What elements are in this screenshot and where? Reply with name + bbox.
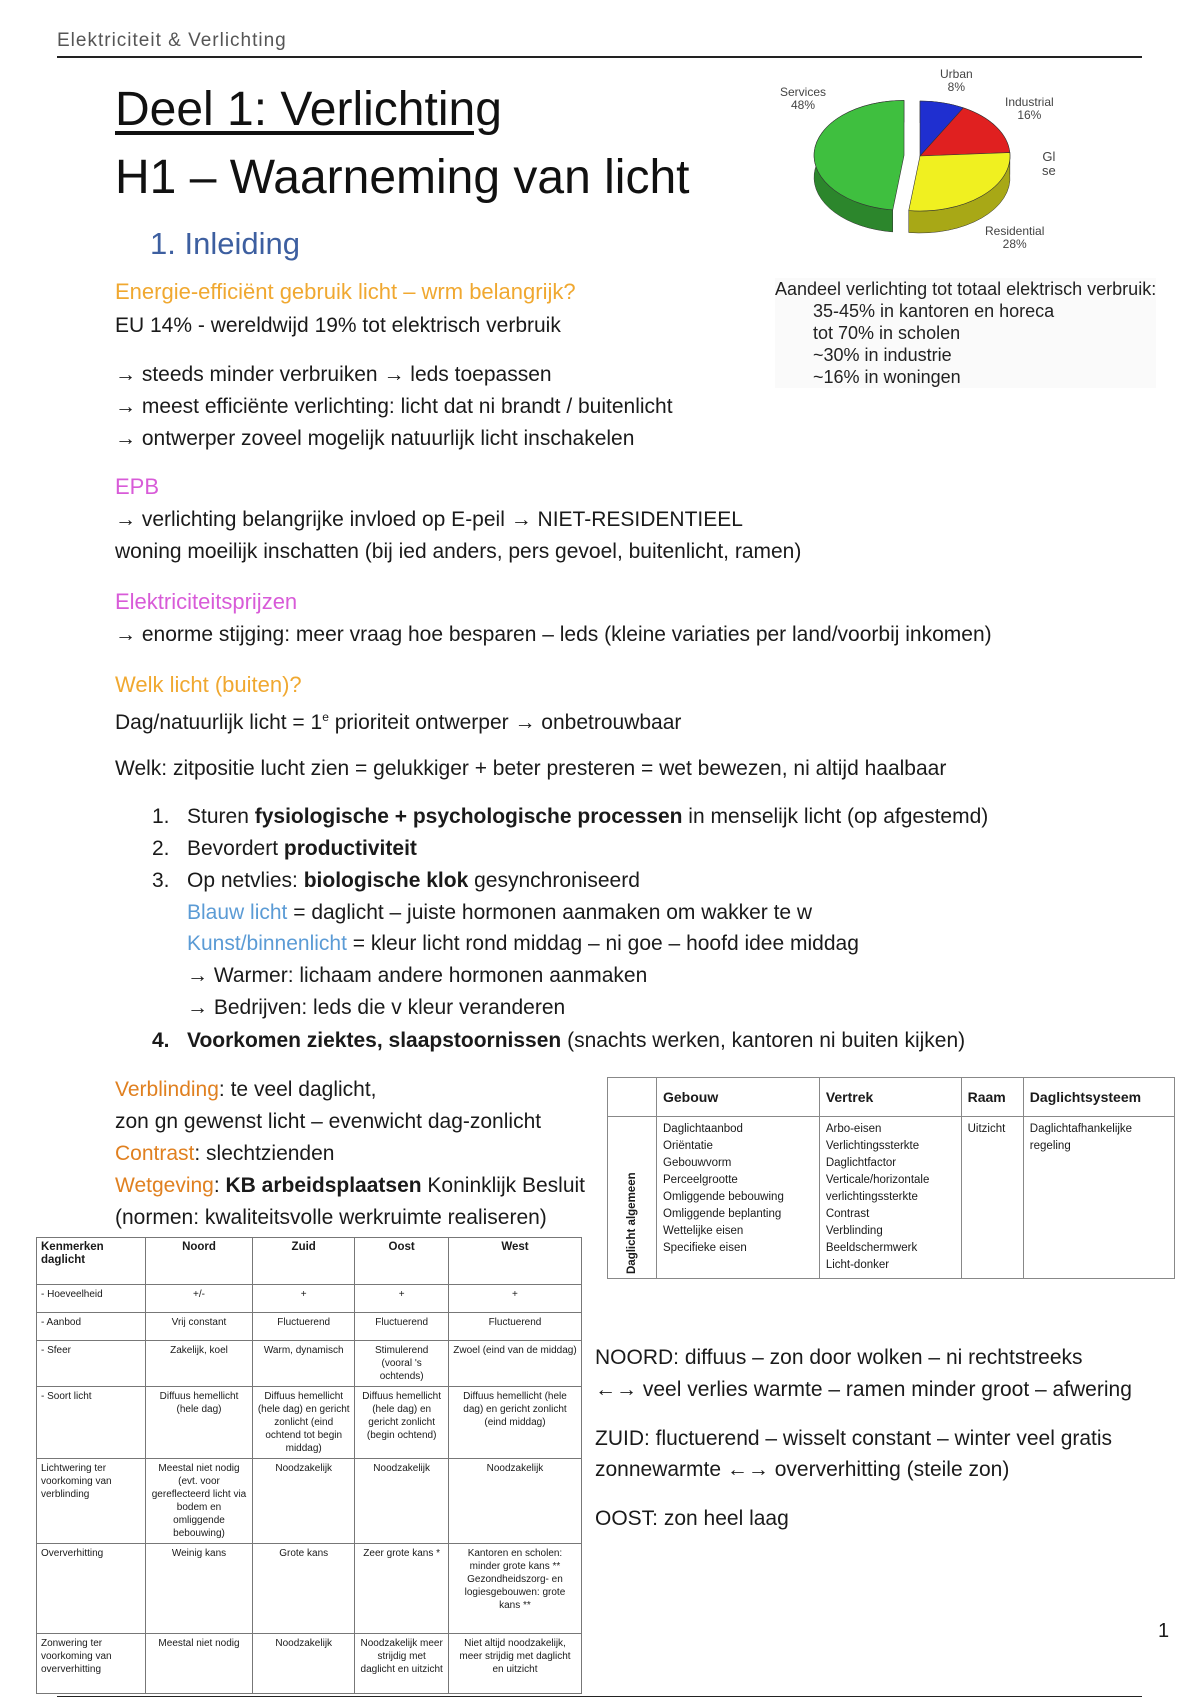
table-cell-line: Contrast — [825, 1208, 870, 1220]
section-heading: 1. Inleiding — [150, 226, 300, 261]
table-header: Oost — [355, 1238, 449, 1285]
table-cell: Weinig kans — [146, 1544, 253, 1634]
glare-line: zon gn gewenst licht – evenwicht dag-zonlicht — [115, 1110, 542, 1133]
row-label: Daglicht algemeen — [608, 1117, 657, 1279]
table-cell: - Aanbod — [37, 1313, 146, 1341]
table-cell: Fluctuerend — [355, 1313, 449, 1341]
header-divider — [57, 56, 1142, 58]
table-cell — [819, 1117, 961, 1279]
table-cell-line: Arbo-eisen — [825, 1123, 882, 1135]
table-header: Noord — [146, 1238, 253, 1285]
list-item: 3. — [152, 869, 170, 892]
table-cell: Zonwering ter voorkoming van oververhitting — [37, 1634, 146, 1694]
table-cell: + — [448, 1285, 581, 1313]
list-item-text: Voorkomen ziektes, slaapstoornissen (snachts werken, kantoren ni buiten kijken) — [187, 1029, 966, 1052]
list-subline: → Warmer: lichaam andere hormonen aanmaken — [187, 964, 648, 987]
table-cell-line: Daglichtfactor — [825, 1157, 897, 1169]
table-cell-line: regeling — [1029, 1140, 1071, 1152]
running-header: Elektriciteit & Verlichting — [57, 30, 287, 51]
footer-divider — [57, 1696, 1142, 1697]
table-cell-line: Omliggende bebouwing — [663, 1191, 784, 1203]
pie-caption-line: ~16% in woningen — [813, 367, 961, 387]
list-subline: Blauw licht = daglicht – juiste hormonen aanmaken om wakker te w — [187, 901, 813, 924]
table-header: Daglichtsysteem — [1023, 1078, 1174, 1117]
table-cell: Meestal niet nodig — [146, 1634, 253, 1694]
direction-north: NOORD: diffuus – zon door wolken – ni rechtstreeks — [595, 1346, 1083, 1369]
table-cell — [961, 1117, 1023, 1279]
table-row — [37, 1634, 582, 1694]
table-cell — [657, 1117, 820, 1279]
epb-line: → verlichting belangrijke invloed op E-peil → NIET-RESIDENTIEEL — [115, 508, 743, 531]
part-heading: Deel 1: Verlichting — [115, 83, 502, 136]
table-cell: - Hoeveelheid — [37, 1285, 146, 1313]
table-cell: Zeer grote kans * — [355, 1544, 449, 1634]
table-header: Zuid — [253, 1238, 355, 1285]
list-subline: → Bedrijven: leds die v kleur veranderen — [187, 996, 566, 1019]
table-cell: Diffuus hemellicht (hele dag) en gericht zonlicht (begin ochtend) — [355, 1387, 449, 1459]
subheading-epb: EPB — [115, 474, 160, 499]
table-cell-line: Wettelijke eisen — [663, 1225, 744, 1237]
subheading-which-light: Welk licht (buiten)? — [115, 672, 302, 697]
table-cell: Noodzakelijk — [355, 1459, 449, 1544]
table-cell: + — [355, 1285, 449, 1313]
list-item-text: Op netvlies: biologische klok gesynchroniseerd — [187, 869, 640, 892]
legislation-line: (normen: kwaliteitsvolle werkruimte realiseren) — [115, 1206, 547, 1229]
pie-chart — [780, 67, 1070, 253]
page-number: 1 — [1158, 1620, 1170, 1642]
table-cell-line: Daglichtaanbod — [663, 1123, 743, 1135]
pie-label-residential: Residential 28% — [985, 224, 1045, 252]
table-header: Kenmerken daglicht — [37, 1238, 146, 1285]
direction-south: zonnewarmte ←→ oververhitting (steile zon) — [595, 1458, 1010, 1481]
list-item-text: Bevordert productiviteit — [187, 837, 417, 860]
table-row — [37, 1341, 582, 1387]
list-item: 1. — [152, 805, 170, 828]
table-cell: +/- — [146, 1285, 253, 1313]
table-cell: - Soort licht — [37, 1387, 146, 1459]
table-corner — [608, 1078, 657, 1117]
table-row — [37, 1285, 582, 1313]
prices-line: → enorme stijging: meer vraag hoe besparen – leds (kleine variaties per land/voorbij inkomen) — [115, 623, 992, 646]
pie-caption-title: Aandeel verlichting tot totaal elektrisch verbruik: — [775, 279, 1157, 299]
table-header-row — [608, 1078, 1175, 1117]
table-cell-line: Daglichtafhankelijke — [1029, 1123, 1133, 1135]
table-cell: Meestal niet nodig (evt. voor gereflecteerd licht via bodem en omliggende bebouwing) — [146, 1459, 253, 1544]
pie-caption-line: tot 70% in scholen — [813, 323, 961, 343]
table-cell: Grote kans — [253, 1544, 355, 1634]
table-cell-line: Oriëntatie — [663, 1140, 713, 1152]
pie-caption-line: 35-45% in kantoren en horeca — [813, 301, 1055, 321]
table-cell: Noodzakelijk meer strijdig met daglicht en uitzicht — [355, 1634, 449, 1694]
table-cell: + — [253, 1285, 355, 1313]
table-row — [37, 1313, 582, 1341]
table-cell: Noodzakelijk — [448, 1459, 581, 1544]
table-cell-line: Verblinding — [825, 1225, 883, 1237]
subheading-energy: Energie-efficiënt gebruik licht – wrm belangrijk? — [115, 279, 576, 304]
table-cell: Vrij constant — [146, 1313, 253, 1341]
contrast-line: Contrast: slechtzienden — [115, 1142, 335, 1165]
table-header: West — [448, 1238, 581, 1285]
table-cell: Noodzakelijk — [253, 1459, 355, 1544]
table-cell: Diffuus hemellicht (hele dag) — [146, 1387, 253, 1459]
table-cell: - Sfeer — [37, 1341, 146, 1387]
table-cell-line: Uitzicht — [967, 1123, 1006, 1135]
direction-south: ZUID: fluctuerend – wisselt constant – winter veel gratis — [595, 1427, 1113, 1450]
pie-label-services: Services 48% — [780, 85, 827, 113]
table-cell: Diffuus hemellicht (hele dag) en gericht zonlicht (eind ochtend tot begin middag) — [253, 1387, 355, 1459]
chapter-heading: H1 – Waarneming van licht — [115, 151, 690, 204]
table-cell — [1023, 1117, 1174, 1279]
table-cell: Oververhitting — [37, 1544, 146, 1634]
table-cell: Zwoel (eind van de middag) — [448, 1341, 581, 1387]
which-line: Dag/natuurlijk licht = $1^e$ prioriteit ontwerper → onbetrouwbaar — [115, 710, 682, 734]
table-cell-line: Verticale/horizontale — [825, 1174, 930, 1186]
table-cell-line: Gebouwvorm — [663, 1157, 732, 1169]
pie-label-industrial: Industrial 16% — [1005, 95, 1054, 123]
table-cell: Lichtwering ter voorkoming van verblinding — [37, 1459, 146, 1544]
table-row — [37, 1544, 582, 1634]
glare-line: Verblinding: te veel daglicht, — [115, 1078, 377, 1101]
table-cell: Stimulerend (vooral 's ochtends) — [355, 1341, 449, 1387]
table-cell-line: Perceelgrootte — [663, 1174, 738, 1186]
direction-east: OOST: zon heel laag — [595, 1507, 789, 1530]
list-item: 2. — [152, 837, 170, 860]
table-cell: Zakelijk, koel — [146, 1341, 253, 1387]
list-item-text: Sturen fysiologische + psychologische processen in menselijk licht (op afgestemd) — [187, 805, 989, 828]
table-cell: Warm, dynamisch — [253, 1341, 355, 1387]
arrow-line: → ontwerper zoveel mogelijk natuurlijk licht inschakelen — [115, 427, 635, 450]
subheading-prices: Elektriciteitsprijzen — [115, 589, 298, 614]
epb-line: woning moeilijk inschatten (bij ied anders, pers gevoel, buitenlicht, ramen) — [115, 540, 802, 563]
direction-north: ←→ veel verlies warmte – ramen minder groot – afwering — [595, 1378, 1132, 1401]
table-cell-line: Specifieke eisen — [663, 1242, 747, 1254]
intro-line: EU 14% - wereldwijd 19% tot elektrisch verbruik — [115, 314, 561, 337]
pie-caption — [775, 278, 1156, 388]
table-header: Vertrek — [819, 1078, 961, 1117]
which-line: Welk: zitpositie lucht zien = gelukkiger + beter presteren = wet bewezen, ni altijd haalbaar — [115, 757, 947, 780]
table-cell: Kantoren en scholen: minder grote kans ** Gezondheidszorg- en logiesgebouwen: grote kans ** — [448, 1544, 581, 1634]
table-cell: Fluctuerend — [253, 1313, 355, 1341]
table-cell-line: Verlichtingssterkte — [825, 1140, 920, 1152]
daylight-design-table — [607, 1077, 1175, 1279]
table-cell: Niet altijd noodzakelijk, meer strijdig met daglicht en uitzicht — [448, 1634, 581, 1694]
pie-caption-line: ~30% in industrie — [813, 345, 952, 365]
pie-label-gl: Gl se — [1042, 149, 1056, 179]
table-header: Gebouw — [657, 1078, 820, 1117]
table-cell-line: Beeldschermwerk — [825, 1242, 918, 1254]
table-cell-line: Omliggende beplanting — [663, 1208, 782, 1220]
table-cell-line: Licht-donker — [825, 1259, 890, 1271]
table-header: Raam — [961, 1078, 1023, 1117]
arrow-line: → meest efficiënte verlichting: licht dat ni brandt / buitenlicht — [115, 395, 673, 418]
list-subline: Kunst/binnenlicht = kleur licht rond middag – ni goe – hoofd idee middag — [187, 932, 859, 955]
table-cell: Noodzakelijk — [253, 1634, 355, 1694]
list-item: 4. — [152, 1029, 170, 1052]
arrow-line: → steeds minder verbruiken → leds toepassen — [115, 363, 552, 386]
table-row — [608, 1117, 1175, 1279]
table-cell-line: verlichtingssterkte — [825, 1191, 918, 1203]
table-cell: Fluctuerend — [448, 1313, 581, 1341]
daylight-orientation-table — [36, 1237, 582, 1694]
table-row — [37, 1459, 582, 1544]
pie-label-urban: Urban 8% — [940, 67, 973, 95]
table-header-row — [37, 1238, 582, 1285]
table-cell: Diffuus hemellicht (hele dag) en gericht zonlicht (eind middag) — [448, 1387, 581, 1459]
legislation-line: Wetgeving: KB arbeidsplaatsen Koninklijk Besluit — [115, 1174, 585, 1197]
table-row — [37, 1387, 582, 1459]
